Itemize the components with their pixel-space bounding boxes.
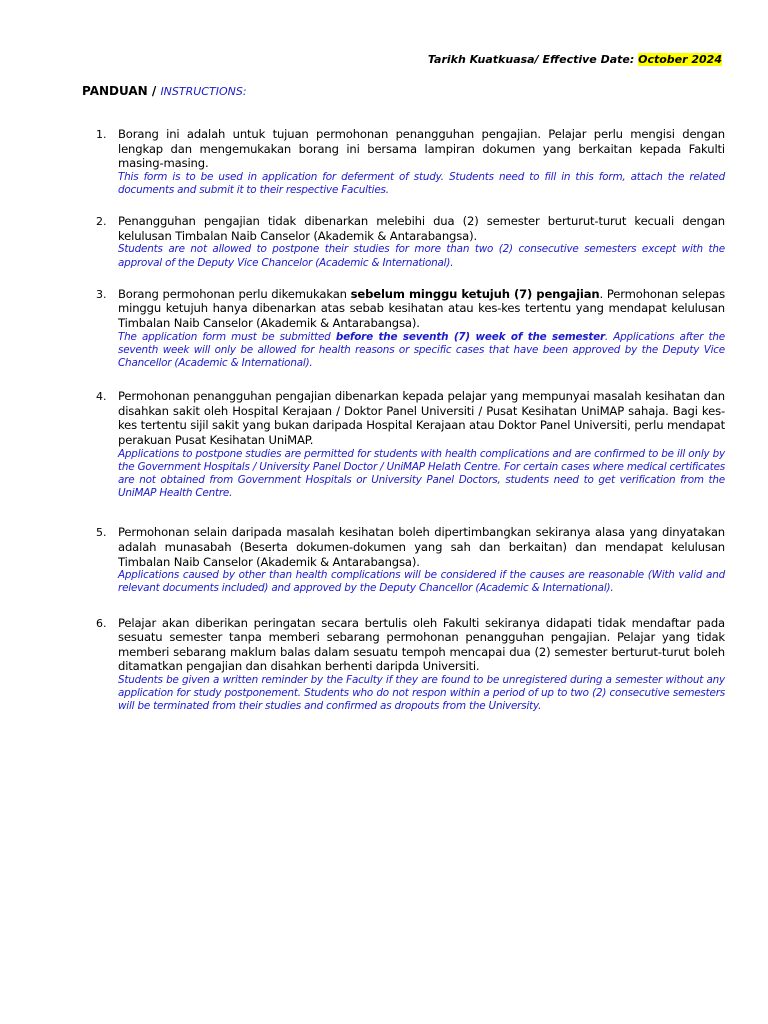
text-segment: Borang permohonan perlu dikemukakan [118,286,351,301]
instruction-english: This form is to be used in application for deferment of study. Students need to fill in this form, attach the related documents and submit it to their respective Faculties. [118,170,725,196]
item-number: 3. [96,287,107,301]
instructions-list [96,127,725,731]
item-number: 5. [96,526,107,540]
emphasis-text: before the seventh (7) week of the semester [335,330,605,343]
instruction-item-3 [96,287,725,370]
item-number: 2. [96,215,107,229]
instruction-item-6 [96,616,725,714]
title-english: INSTRUCTIONS: [160,85,247,98]
text-segment: The application form must be submitted [118,330,336,343]
effective-date-label: Tarikh Kuatkuasa/ Effective Date: [427,53,639,66]
instruction-english: Students be given a written reminder by the Faculty if they are found to be unregistered during a semester without any application for study postponement. Students who do not respon within a period of up to two (2) consecutive semesters will be terminated from their studies and confirmed as dropouts from the University. [118,673,725,713]
instruction-english: Applications caused by other than health complications will be considered if the causes are reasonable (With valid and relevant documents included) and approved by the Deputy Chancellor (Academic & International). [118,569,725,595]
effective-date-value: October 2024 [638,53,722,66]
instruction-item-2 [96,214,725,270]
item-number: 1. [96,128,107,141]
instruction-malay [118,287,725,331]
instruction-english: Applications to postpone studies are permitted for students with health complications and are confirmed to be ill only by the Government Hospitals / University Panel Doctor / UniMAP Helath Centre. For certain cases where medical certificates are not obtained from Government Hospitals or University Panel Doctors, students need to get verification from the UniMAP Health Centre. [118,447,725,500]
instruction-malay: Borang ini adalah untuk tujuan permohonan penangguhan pengajian. Pelajar perlu mengisi dengan lengkap dan mengemukakan borang ini bersama lampiran dokumen yang berkaitan kepada Fakulti masing-masing. [118,127,725,171]
instruction-item-4 [96,389,725,500]
instruction-item-1 [96,127,725,197]
page-title [82,84,247,98]
instruction-malay: Permohonan penangguhan pengajian dibenarkan kepada pelajar yang mempunyai masalah kesihatan dan disahkan sakit oleh Hospital Kerajaan / Doktor Panel Universiti / Pusat Kesihatan UniMAP sahaja. Bagi kes-kes tertentu sijil sakit yang bukan daripada Hospital Kerajaan atau Doktor Panel Universiti, perlu mendapat perakuan Pusat Kesihatan UniMAP. [118,389,725,447]
emphasis-text: sebelum minggu ketujuh (7) pengajian [350,286,600,301]
instruction-malay: Pelajar akan diberikan peringatan secara bertulis oleh Fakulti sekiranya didapati tidak mendaftar pada sesuatu semester tanpa memberi sebarang permohonan penangguhan pengajian. Pelajar yang tidak memberi sebarang maklum balas dalam sesuatu tempoh mencapai dua (2) semester berturut-turut boleh ditamatkan pengajian dan disahkan berhenti daripda Universiti. [118,615,725,674]
instruction-item-5 [96,525,725,595]
effective-date-line [428,53,722,66]
instruction-english: Students are not allowed to postpone their studies for more than two (2) consecutive semesters except with the approval of the Deputy Vice Chancelor (Academic & International). [118,243,725,269]
text-segment: . Permohonan selepas minggu ketujuh hanya dibenarkan atas sebab kesihatan atau kes-kes tertentu yang mendapat kelulusan Timbalan Naib Canselor (Akademik & Antarabangsa). [118,286,725,330]
text-segment: . Applications after the seventh week will only be allowed for health reasons or specific cases that have been approved by the Deputy Vice Chancellor (Academic & International). [118,330,726,369]
instruction-english [118,331,725,371]
instruction-malay: Permohonan selain daripada masalah kesihatan boleh dipertimbangkan sekiranya alasa yang dinyatakan adalah munasabah (Beserta dokumen-dokumen yang sah dan berkaitan) dan mendapat kelulusan Timbalan Naib Canselor (Akademik & Antarabangsa). [118,525,725,569]
instruction-malay: Penangguhan pengajian tidak dibenarkan melebihi dua (2) semester berturut-turut kecuali dengan kelulusan Timbalan Naib Canselor (Akademik & Antarabangsa). [118,214,725,243]
title-malay: PANDUAN / [82,84,161,98]
item-number: 6. [96,616,107,630]
item-number: 4. [96,390,107,404]
